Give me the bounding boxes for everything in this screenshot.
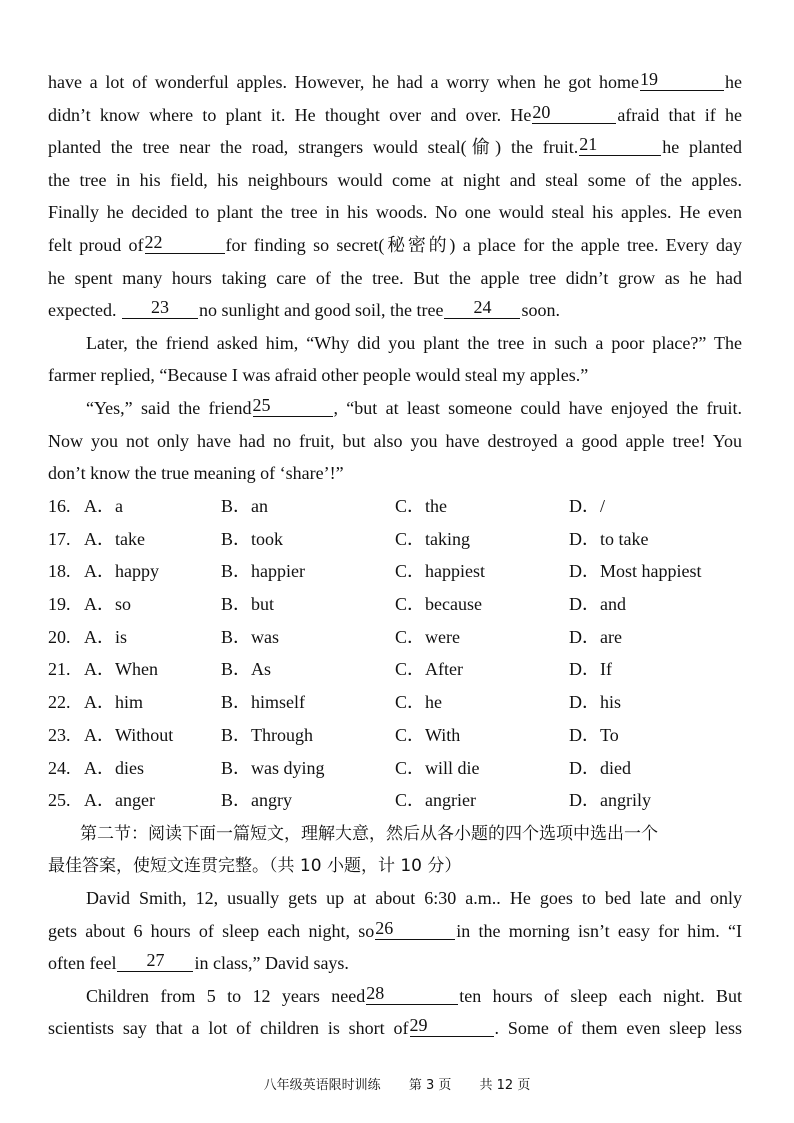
passage-line	[48, 392, 742, 425]
passage-line	[48, 947, 742, 980]
option-row	[48, 752, 748, 785]
text: Children from 5 to 12 years need	[86, 985, 366, 1006]
passage-line	[48, 1012, 742, 1045]
text: expected.	[48, 300, 117, 321]
text: scientists say that a lot of children is short of	[48, 1018, 409, 1039]
option-b: B．himself	[221, 692, 305, 713]
passage-line	[48, 131, 742, 164]
option-c: C．After	[395, 659, 463, 680]
question-number: 19.	[48, 594, 71, 615]
instruction-line: 最佳答案，使短文连贯完整。（共 10 小题，计 10 分）	[48, 856, 462, 876]
option-c: C．will die	[395, 757, 480, 778]
text: he	[725, 72, 742, 92]
passage-line	[48, 915, 742, 948]
option-c: C．taking	[395, 528, 470, 549]
passage-line	[48, 229, 742, 262]
option-b: B．Through	[221, 724, 313, 745]
option-row	[48, 588, 748, 621]
option-b: B．As	[221, 659, 272, 680]
passage-line: Later, the friend asked him, “Why did you plant the tree in such a poor place?” The	[86, 332, 742, 353]
text: have a lot of wonderful apples. However, he had a worry when he got home	[48, 72, 639, 92]
text: . Some of them even sleep less	[494, 1018, 742, 1039]
blank-19: 19	[640, 68, 724, 91]
option-row	[48, 653, 748, 686]
text: often feel	[48, 953, 117, 974]
text: didn’t know where to plant it. He thought over and over. He	[48, 104, 532, 125]
option-b: B．was	[221, 626, 279, 647]
text: “Yes,” said the friend	[86, 397, 252, 418]
option-a: A．is	[84, 626, 128, 647]
blank-26: 26	[375, 917, 455, 940]
passage-line: farmer replied, “Because I was afraid other people would steal my apples.”	[48, 365, 589, 386]
text: , “but at least someone could have enjoyed the fruit.	[333, 397, 742, 418]
question-number: 16.	[48, 496, 71, 516]
page-footer	[0, 1074, 794, 1093]
passage-line	[48, 294, 742, 327]
question-number: 23.	[48, 724, 71, 745]
option-b: B．but	[221, 594, 275, 615]
passage-line: Finally he decided to plant the tree in his woods. No one would steal his apples. He even	[48, 202, 742, 223]
passage-line: don’t know the true meaning of ‘share’!”	[48, 463, 344, 484]
question-number: 20.	[48, 626, 71, 647]
footer-title: 八年级英语限时训练	[263, 1078, 381, 1093]
passage-line: he spent many hours taking care of the tree. But the apple tree didn’t grow as he had	[48, 267, 742, 288]
option-row	[48, 784, 748, 817]
option-row	[48, 523, 748, 556]
option-d: D．Most happiest	[569, 561, 702, 582]
text: felt proud of	[48, 234, 144, 255]
blank-29: 29	[410, 1014, 494, 1037]
option-a: A．him	[84, 692, 144, 713]
text: ten hours of sleep each night. But	[459, 985, 742, 1006]
question-number: 25.	[48, 790, 71, 811]
option-row	[48, 719, 748, 752]
passage-line: Now you not only have had no fruit, but also you have destroyed a good apple tree! You	[48, 430, 742, 451]
option-b: B．was dying	[221, 757, 325, 778]
option-c: C．because	[395, 594, 482, 615]
question-number: 17.	[48, 528, 71, 549]
option-a: A．When	[84, 659, 158, 680]
option-c: C．he	[395, 692, 442, 713]
question-number: 21.	[48, 659, 71, 680]
passage-line: the tree in his field, his neighbours would come at night and steal some of the apples.	[48, 169, 742, 190]
option-b: B．took	[221, 528, 284, 549]
cloze-passage-2	[48, 882, 742, 1045]
question-number: 24.	[48, 757, 71, 778]
text: gets about 6 hours of sleep each night, so	[48, 920, 375, 941]
option-b: B．an	[221, 496, 268, 516]
blank-21: 21	[579, 133, 661, 156]
blank-20: 20	[532, 101, 616, 124]
text: no sunlight and good soil, the tree	[198, 300, 444, 321]
option-a: A．dies	[84, 757, 144, 778]
option-a: A．happy	[84, 561, 159, 582]
option-d: D．If	[569, 659, 612, 680]
option-d: D．and	[569, 594, 626, 615]
blank-27: 27	[117, 949, 193, 972]
option-c: C．happiest	[395, 561, 485, 582]
option-d: D．died	[569, 757, 631, 778]
option-d: D．To	[569, 724, 619, 745]
option-a: A．so	[84, 594, 132, 615]
option-a: A．Without	[84, 724, 174, 745]
question-number: 22.	[48, 692, 71, 713]
option-c: C．were	[395, 626, 460, 647]
passage-line	[48, 66, 742, 99]
question-number: 18.	[48, 561, 71, 582]
option-row	[48, 686, 748, 719]
option-a: A．take	[84, 528, 145, 549]
text: in class,” David says.	[194, 953, 349, 974]
passage-line	[48, 99, 742, 132]
option-c: C．angrier	[395, 790, 476, 811]
blank-28: 28	[366, 982, 458, 1005]
instruction-line: 第二节：阅读下面一篇短文，理解大意，然后从各小题的四个选项中选出一个	[80, 824, 658, 844]
option-d: D．/	[569, 496, 605, 516]
section-2-instructions	[48, 818, 742, 882]
option-d: D．angrily	[569, 790, 651, 811]
cloze-passage-1	[48, 66, 742, 490]
option-b: B．happier	[221, 561, 305, 582]
blank-23: 23	[122, 296, 198, 319]
option-a: A．anger	[84, 790, 155, 811]
blank-22: 22	[145, 231, 225, 254]
option-row	[48, 490, 748, 523]
option-row	[48, 555, 748, 588]
option-c: C．the	[395, 496, 447, 516]
answer-options	[48, 490, 748, 817]
option-d: D．his	[569, 692, 622, 713]
text: afraid that if he	[617, 104, 742, 125]
text: planted the tree near the road, strangers would steal(偷) the fruit.	[48, 137, 579, 158]
text: soon.	[521, 300, 560, 321]
text: he planted	[662, 137, 742, 158]
text: for finding so secret(秘密的) a place for the apple tree. Every day	[225, 234, 742, 255]
passage-line	[48, 980, 742, 1013]
text: in the morning isn’t easy for him. “I	[456, 920, 743, 941]
option-a: A．a	[84, 496, 123, 516]
passage-line: David Smith, 12, usually gets up at about 6:30 a.m.. He goes to bed late and only	[86, 888, 742, 908]
option-d: D．to take	[569, 528, 649, 549]
option-row	[48, 621, 748, 654]
option-b: B．angry	[221, 790, 292, 811]
footer-total-pages: 共 12 页	[479, 1078, 531, 1093]
footer-page-number: 第 3 页	[408, 1078, 452, 1093]
blank-24: 24	[444, 296, 520, 319]
option-d: D．are	[569, 626, 622, 647]
option-c: C．With	[395, 724, 461, 745]
blank-25: 25	[253, 394, 333, 417]
